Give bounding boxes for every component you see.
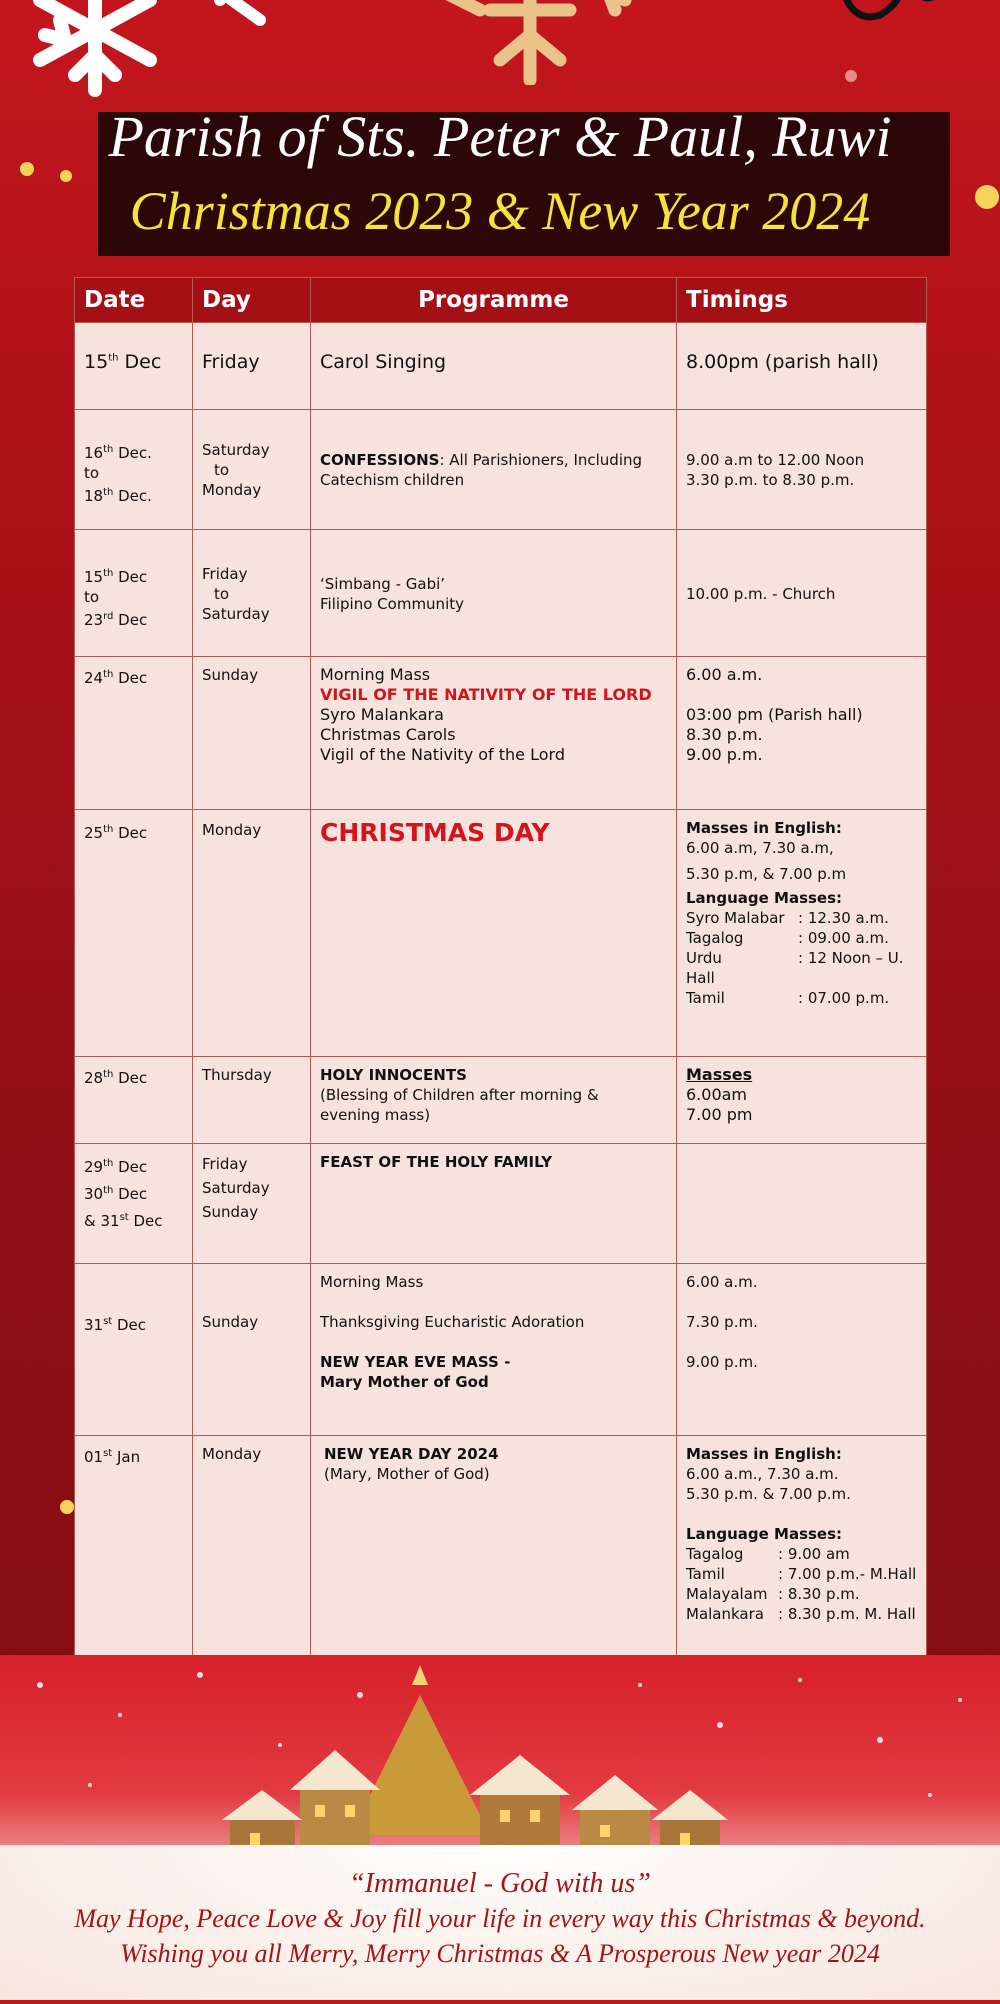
timings-cell: 6.00 a.m. 03:00 pm (Parish hall) 8.30 p.m. 9.00 p.m. — [677, 657, 927, 810]
date-cell: 25th Dec — [75, 810, 193, 1057]
day-cell: Saturday to Monday — [193, 410, 311, 530]
column-header-day: Day — [193, 278, 311, 323]
snowflake-icon — [180, 0, 270, 50]
timings-cell: Masses in English: 6.00 a.m., 7.30 a.m. 5.30 p.m. & 7.00 p.m. Language Masses: Tagalog : 9.00 am Tamil : 7.00 p.m.- M.Hall Malayalam : 8.30 p.m. Malankara : 8.30 p.m. M. Hall — [677, 1436, 927, 1656]
table-row — [75, 810, 927, 1057]
timings-cell: 6.00 a.m. 7.30 p.m. 9.00 p.m. — [677, 1264, 927, 1436]
light-dot — [60, 1500, 74, 1514]
parish-title: Parish of Sts. Peter & Paul, Ruwi — [108, 104, 892, 169]
column-header-programme: Programme — [311, 278, 677, 323]
programme-cell: Morning Mass Thanksgiving Eucharistic Adoration NEW YEAR EVE MASS - Mary Mother of God — [311, 1264, 677, 1436]
day-cell: Monday — [193, 1436, 311, 1656]
snowflake-icon — [400, 0, 640, 85]
day-cell: Friday — [193, 323, 311, 410]
timings-cell: 9.00 a.m to 12.00 Noon 3.30 p.m. to 8.30 p.m. — [677, 410, 927, 530]
programme-cell: CHRISTMAS DAY — [311, 810, 677, 1057]
day-cell: Friday Saturday Sunday — [193, 1144, 311, 1264]
programme-cell: NEW YEAR DAY 2024 (Mary, Mother of God) — [311, 1436, 677, 1656]
table-row — [75, 1057, 927, 1144]
timings-cell: Masses in English: 6.00 a.m, 7.30 a.m, 5.30 p.m, & 7.00 p.m Language Masses: Syro Malabar : 12.30 a.m. Tagalog : 09.00 a.m. Urdu : 12 Noon – U. Hall Tamil : 07.00 p.m. — [677, 810, 927, 1057]
day-cell: Monday — [193, 810, 311, 1057]
table-header-row — [75, 278, 927, 323]
programme-cell: Morning Mass VIGIL OF THE NATIVITY OF THE LORD Syro Malankara Christmas Carols Vigil of the Nativity of the Lord — [311, 657, 677, 810]
date-cell: 29th Dec 30th Dec & 31st Dec — [75, 1144, 193, 1264]
table-row — [75, 530, 927, 657]
greeting-line-2: Wishing you all Merry, Merry Christmas & A Prosperous New year 2024 — [120, 1939, 880, 1968]
column-header-date: Date — [75, 278, 193, 323]
date-cell: 15th Dec — [75, 323, 193, 410]
table-row — [75, 410, 927, 530]
programme-cell: FEAST OF THE HOLY FAMILY — [311, 1144, 677, 1264]
date-cell: 31st Dec — [75, 1264, 193, 1436]
column-header-timings: Timings — [677, 278, 927, 323]
programme-cell: Carol Singing — [311, 323, 677, 410]
snowflake-icon — [830, 0, 950, 50]
day-cell: Friday to Saturday — [193, 530, 311, 657]
event-subtitle: Christmas 2023 & New Year 2024 — [129, 181, 871, 241]
programme-cell: HOLY INNOCENTS (Blessing of Children after morning & evening mass) — [311, 1057, 677, 1144]
schedule-table — [74, 277, 927, 1656]
date-cell: 15th Dec to 23rd Dec — [75, 530, 193, 657]
snowflake-icon — [30, 0, 160, 100]
table-row — [75, 323, 927, 410]
timings-cell — [677, 1144, 927, 1264]
date-cell: 16th Dec. to 18th Dec. — [75, 410, 193, 530]
table-row — [75, 1264, 927, 1436]
table-row — [75, 1436, 927, 1656]
light-dot — [845, 70, 857, 82]
greeting-line-1: May Hope, Peace Love & Joy fill your life in every way this Christmas & beyond. — [74, 1904, 926, 1933]
day-cell: Sunday — [193, 1264, 311, 1436]
table-row — [75, 657, 927, 810]
table-row — [75, 1144, 927, 1264]
date-cell: 01st Jan — [75, 1436, 193, 1656]
date-cell: 24th Dec — [75, 657, 193, 810]
programme-cell: CONFESSIONS: All Parishioners, Including Catechism children — [311, 410, 677, 530]
timings-cell: 10.00 p.m. - Church — [677, 530, 927, 657]
greeting-quote: “Immanuel - God with us” — [349, 1868, 651, 1899]
timings-cell: Masses 6.00am 7.00 pm — [677, 1057, 927, 1144]
day-cell: Thursday — [193, 1057, 311, 1144]
day-cell: Sunday — [193, 657, 311, 810]
date-cell: 28th Dec — [75, 1057, 193, 1144]
timings-cell: 8.00pm (parish hall) — [677, 323, 927, 410]
programme-cell: ‘Simbang - Gabi’ Filipino Community — [311, 530, 677, 657]
